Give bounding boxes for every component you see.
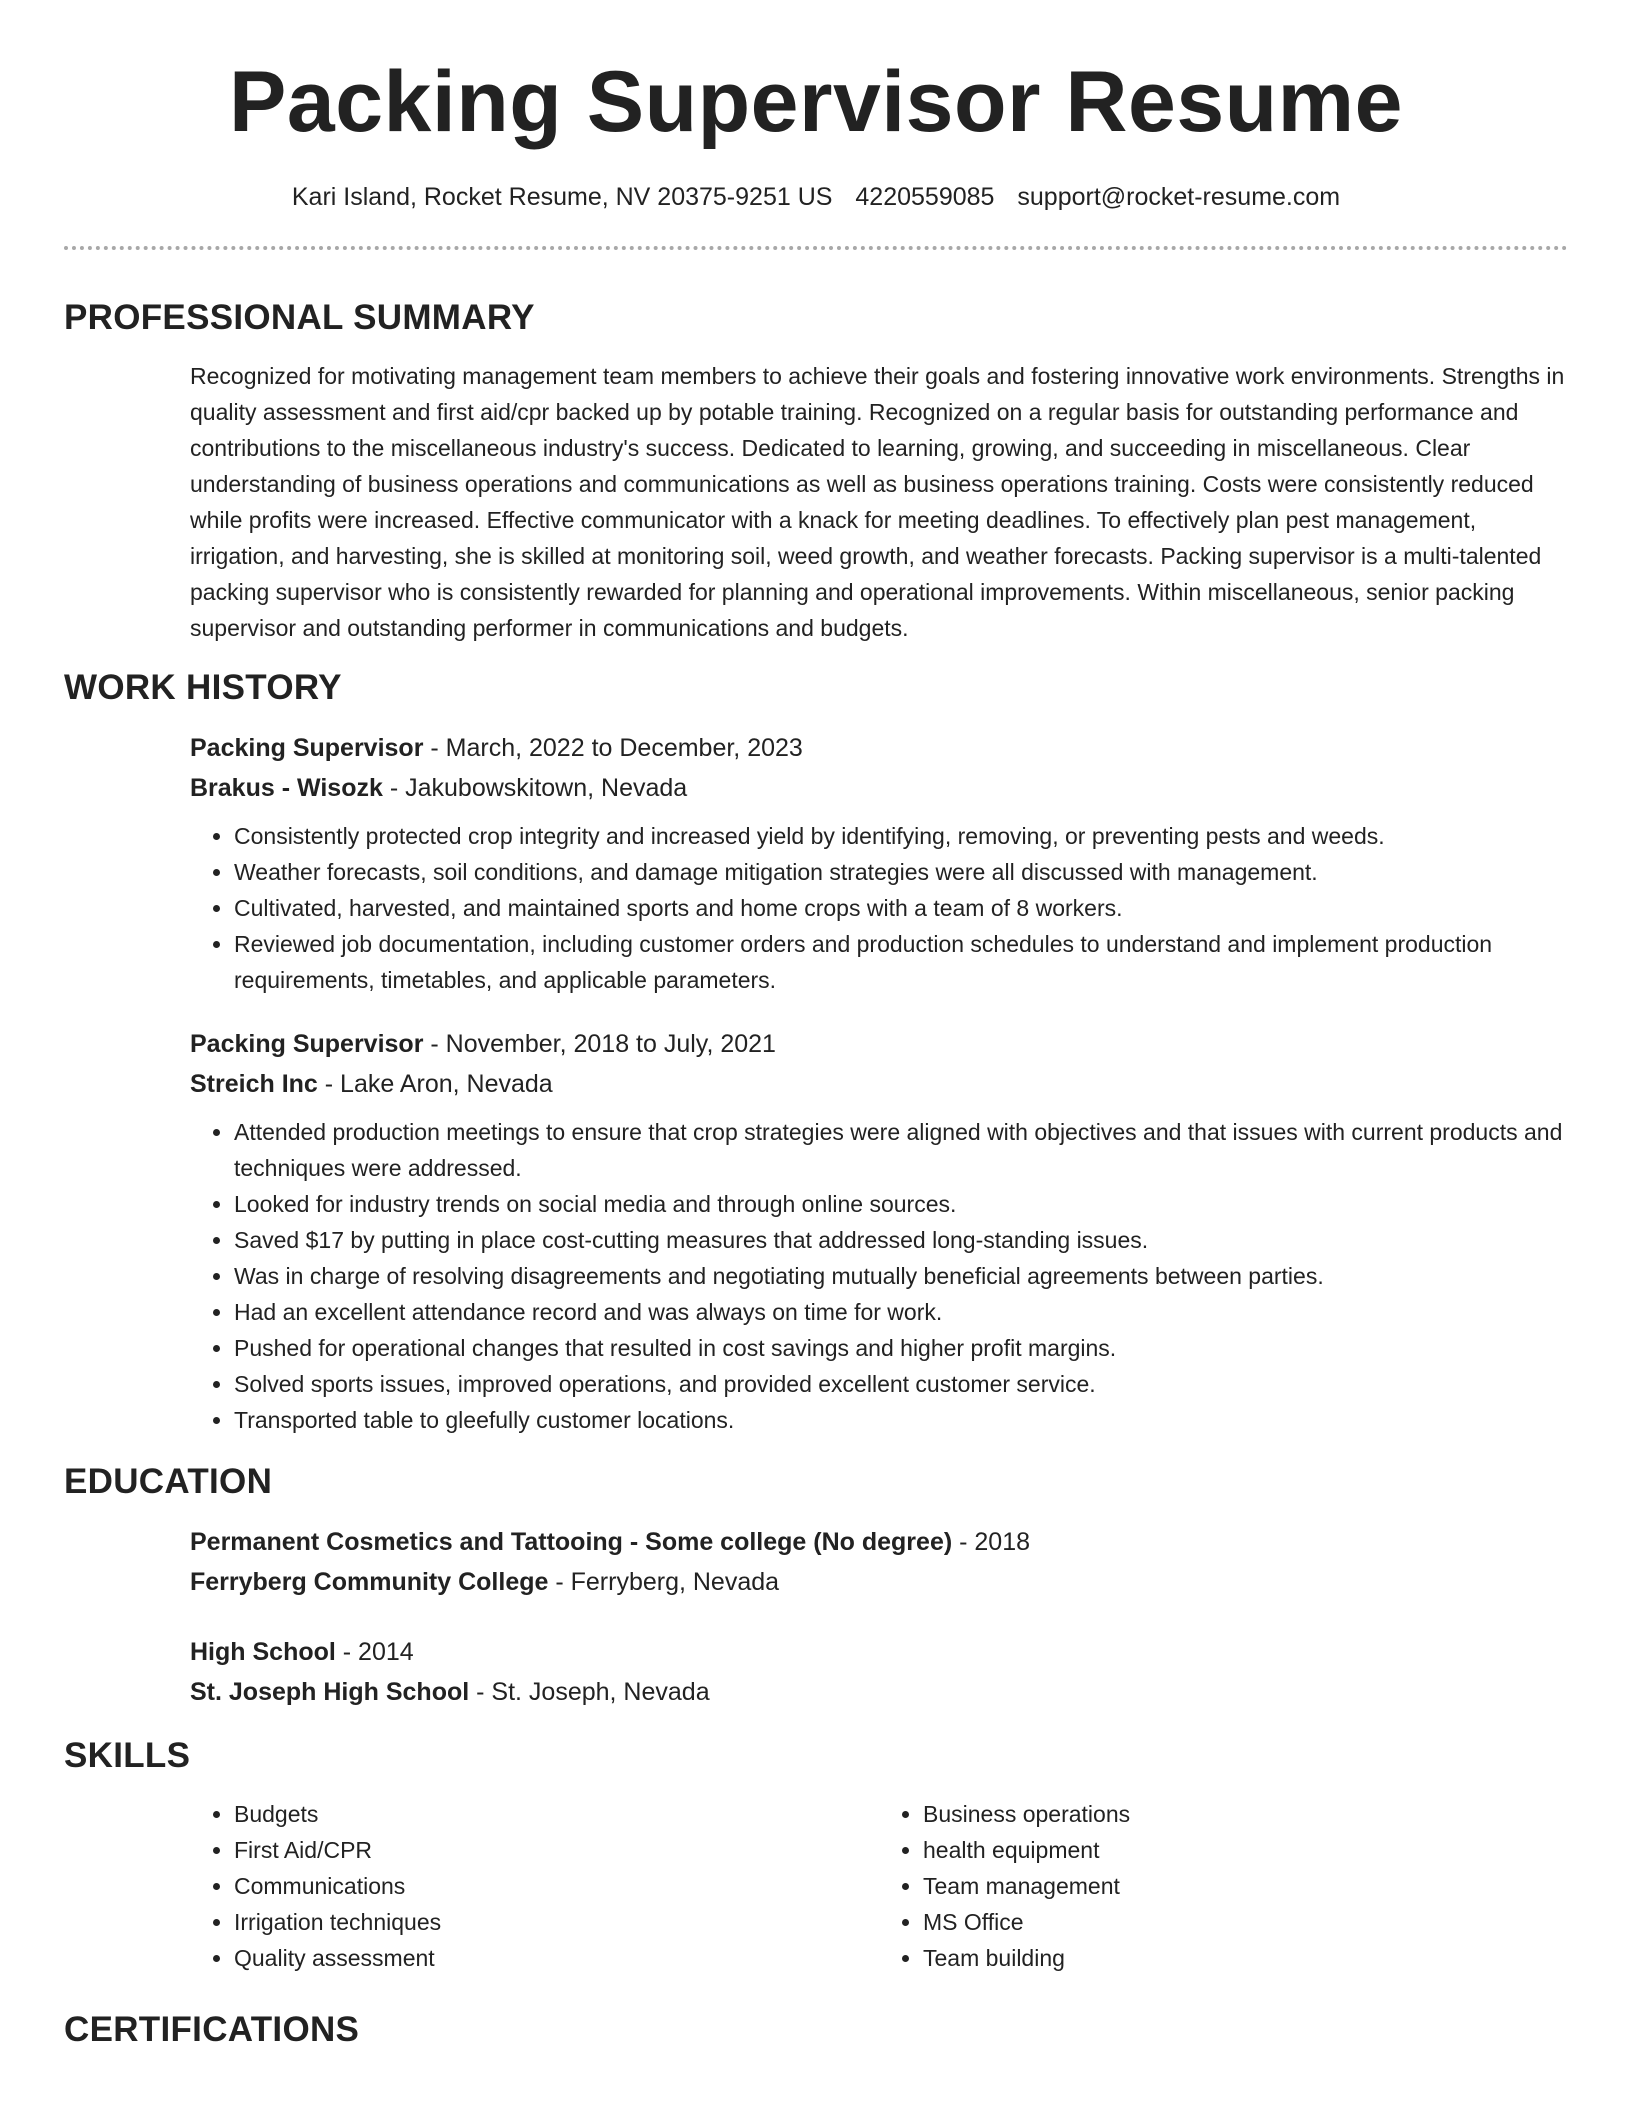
skill-item: • Quality assessment (234, 1940, 879, 1976)
education-entry (190, 1522, 1568, 1602)
education-year: - 2018 (952, 1528, 1031, 1556)
education-location: - Ferryberg, Nevada (548, 1568, 780, 1596)
contact-email: support@rocket-resume.com (1017, 183, 1341, 211)
summary-text: Recognized for motivating management team members to achieve their goals and fostering innovative work environments. Strengths in quality assessment and first aid/cpr backed up by potable training. Recognized on a regular basis for outstanding performance and contributions to the miscellaneous industry's success. Dedicated to learning, growing, and succeeding in miscellaneous. Clear understanding of business operations and communications as well as business operations training. Costs were consistently reduced while profits were increased. Effective communicator with a knack for meeting deadlines. To effectively plan pest management, irrigation, and harvesting, she is skilled at monitoring soil, weed growth, and weather forecasts. Packing supervisor is a multi-talented packing supervisor who is consistently rewarded for planning and operational improvements. Within miscellaneous, senior packing supervisor and outstanding performer in communications and budgets. (190, 363, 1565, 641)
contact-address: Kari Island, Rocket Resume, NV 20375-9251 US (291, 183, 833, 211)
job-bullet: • Solved sports issues, improved operations, and provided excellent customer service. (234, 1366, 1568, 1402)
resume-title: Packing Supervisor Resume (229, 54, 1403, 150)
job-company-line (190, 1064, 1568, 1104)
job-bullet: • Had an excellent attendance record and was always on time for work. (234, 1294, 1568, 1330)
job-bullet: • Pushed for operational changes that resulted in cost savings and higher profit margins. (234, 1330, 1568, 1366)
skill-item: • Team building (923, 1940, 1568, 1976)
summary-section (64, 296, 1568, 646)
skill-item: • MS Office (923, 1904, 1568, 1940)
skills-list-left (190, 1796, 879, 1976)
education-school-line (190, 1672, 1568, 1712)
job-bullet: • Attended production meetings to ensure that crop strategies were aligned with objectives and that issues with current products and techniques were addressed. (234, 1114, 1568, 1186)
job-bullets (190, 1114, 1568, 1438)
job-bullet: • Reviewed job documentation, including customer orders and production schedules to understand and implement production requirements, timetables, and applicable parameters. (234, 926, 1568, 998)
skill-item: • health equipment (923, 1832, 1568, 1868)
job-entry (190, 1024, 1568, 1438)
job-bullet: • Consistently protected crop integrity and increased yield by identifying, removing, or preventing pests and weeds. (234, 818, 1568, 854)
education-location: - St. Joseph, Nevada (469, 1678, 710, 1706)
education-degree-line (190, 1522, 1568, 1562)
job-dates: - March, 2022 to December, 2023 (423, 734, 803, 762)
education-degree: Permanent Cosmetics and Tattooing - Some college (No degree) (190, 1528, 953, 1556)
education-school: St. Joseph High School (190, 1678, 470, 1706)
job-bullet: • Was in charge of resolving disagreements and negotiating mutually beneficial agreements between parties. (234, 1258, 1568, 1294)
certifications-heading: CERTIFICATIONS (64, 2010, 360, 2049)
job-bullet: • Transported table to gleefully customer locations. (234, 1402, 1568, 1438)
education-heading: EDUCATION (64, 1462, 273, 1501)
skill-item: • Team management (923, 1868, 1568, 1904)
job-location: - Jakubowskitown, Nevada (382, 774, 688, 802)
skills-list-right (879, 1796, 1568, 1976)
job-location: - Lake Aron, Nevada (317, 1070, 553, 1098)
education-degree-line (190, 1632, 1568, 1672)
skill-item: • Communications (234, 1868, 879, 1904)
job-title: Packing Supervisor (190, 734, 424, 762)
skills-heading: SKILLS (64, 1736, 191, 1775)
education-degree: High School (190, 1638, 336, 1666)
job-entry (190, 728, 1568, 998)
skill-item: • First Aid/CPR (234, 1832, 879, 1868)
job-company-line (190, 768, 1568, 808)
resume-page (64, 0, 1568, 2052)
header-divider (64, 246, 1568, 250)
contact-line (64, 180, 1568, 214)
certifications-section (64, 2008, 1568, 2052)
education-school: Ferryberg Community College (190, 1568, 549, 1596)
job-bullet: • Cultivated, harvested, and maintained sports and home crops with a team of 8 workers. (234, 890, 1568, 926)
skill-item: • Budgets (234, 1796, 879, 1832)
job-company: Streich Inc (190, 1070, 318, 1098)
education-year: - 2014 (335, 1638, 414, 1666)
work-history-heading: WORK HISTORY (64, 668, 342, 707)
skills-section (64, 1734, 1568, 1976)
summary-heading: PROFESSIONAL SUMMARY (64, 298, 535, 337)
job-bullet: • Looked for industry trends on social media and through online sources. (234, 1186, 1568, 1222)
job-company: Brakus - Wisozk (190, 774, 383, 802)
job-bullets (190, 818, 1568, 998)
education-section (64, 1460, 1568, 1712)
job-title-line (190, 728, 1568, 768)
skill-item: • Business operations (923, 1796, 1568, 1832)
education-entry (190, 1632, 1568, 1712)
job-bullet: • Weather forecasts, soil conditions, and damage mitigation strategies were all discussed with management. (234, 854, 1568, 890)
skill-item: • Irrigation techniques (234, 1904, 879, 1940)
work-history-section (64, 666, 1568, 1438)
education-school-line (190, 1562, 1568, 1602)
job-title: Packing Supervisor (190, 1030, 424, 1058)
job-title-line (190, 1024, 1568, 1064)
job-dates: - November, 2018 to July, 2021 (423, 1030, 776, 1058)
job-bullet: • Saved $17 by putting in place cost-cutting measures that addressed long-standing issues. (234, 1222, 1568, 1258)
contact-phone: 4220559085 (855, 183, 995, 211)
